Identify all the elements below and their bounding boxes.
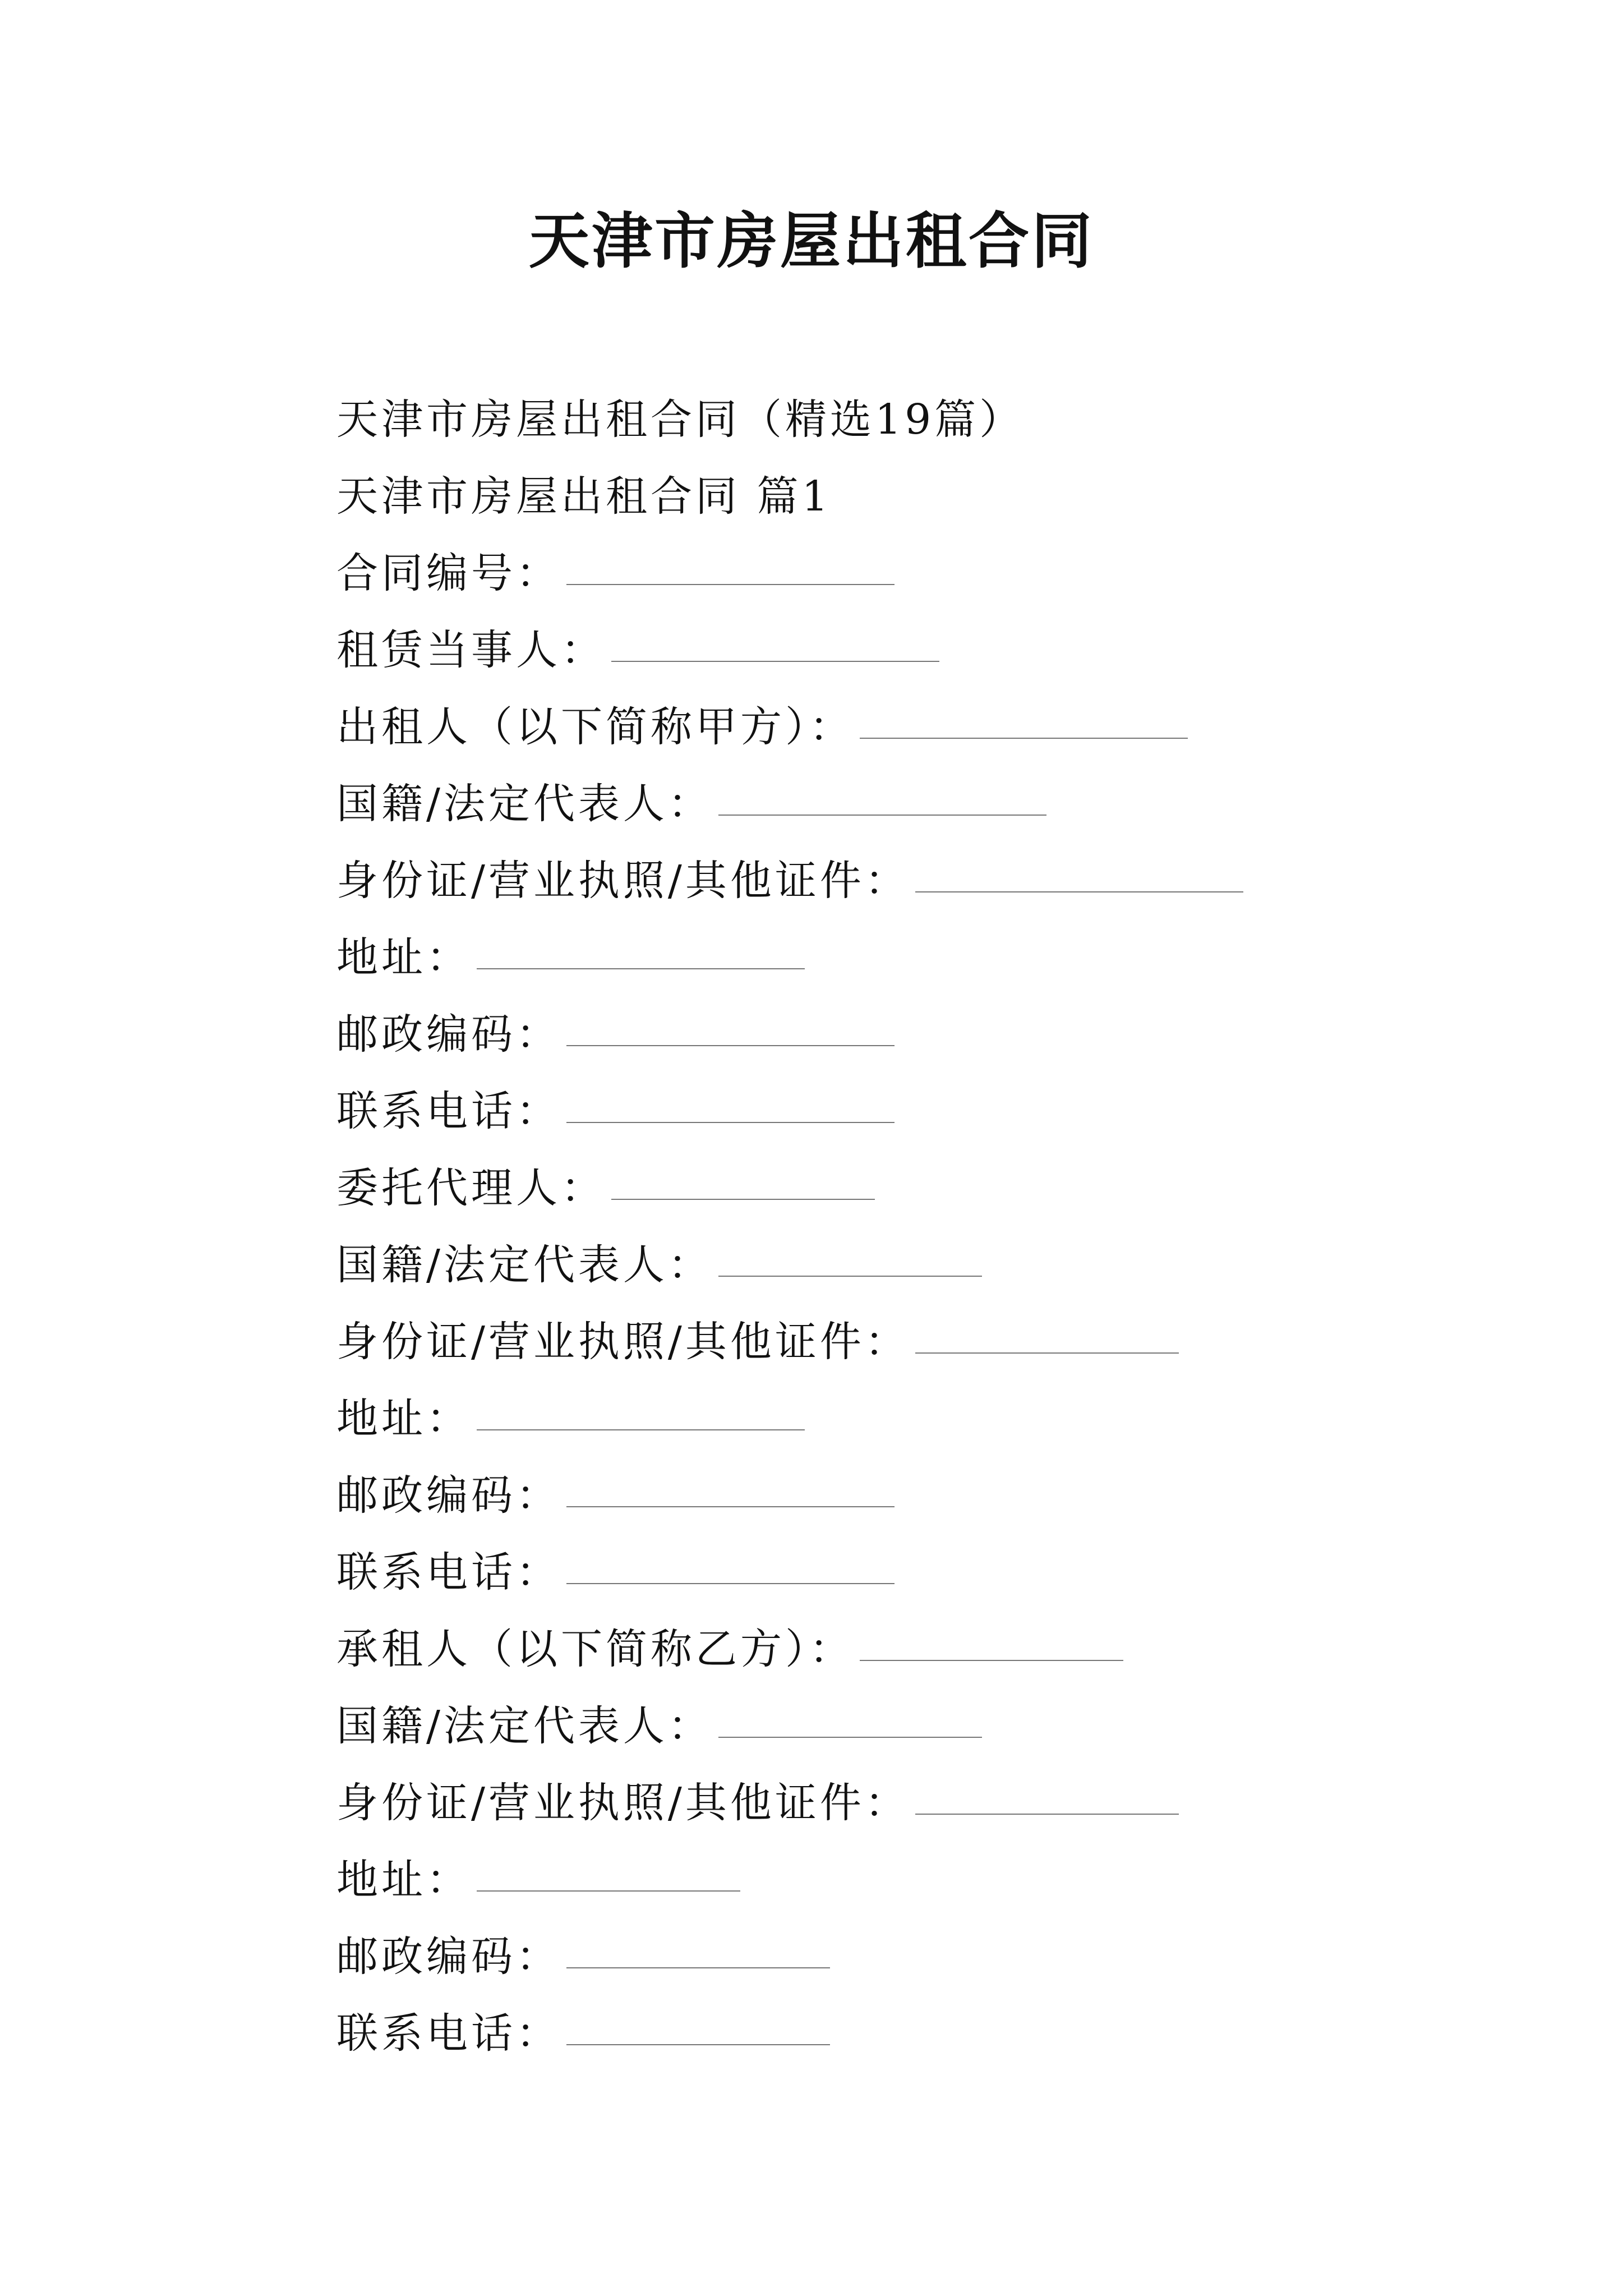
fill-in-blank xyxy=(915,1813,1179,1815)
field-label: 邮政编码： xyxy=(336,1010,561,1059)
fill-in-blank xyxy=(611,1198,875,1200)
fill-in-blank xyxy=(860,737,1188,739)
field-label: 国籍/法定代表人： xyxy=(336,1241,713,1289)
fill-in-blank xyxy=(860,1659,1123,1661)
form-field-row xyxy=(336,1381,1458,1457)
field-label: 承租人（以下简称乙方）： xyxy=(336,1625,854,1673)
field-label: 合同编号： xyxy=(336,549,561,597)
heading-text: 天津市房屋出租合同（精选19篇） xyxy=(336,395,1025,444)
form-field-row xyxy=(336,996,1458,1073)
heading-line xyxy=(336,381,1458,458)
field-label: 委托代理人： xyxy=(336,1164,606,1212)
fill-in-blank xyxy=(477,1429,805,1430)
fill-in-blank xyxy=(566,583,895,585)
field-label: 身份证/营业执照/其他证件： xyxy=(336,857,910,905)
form-field-row xyxy=(336,843,1458,919)
form-field-row xyxy=(336,1842,1458,1918)
heading-text: 天津市房屋出租合同 篇1 xyxy=(336,472,832,521)
field-label: 身份证/营业执照/其他证件： xyxy=(336,1318,910,1366)
form-field-row xyxy=(336,535,1458,612)
form-field-row xyxy=(336,689,1458,766)
field-label: 地址： xyxy=(336,933,471,982)
fill-in-blank xyxy=(477,1890,740,1892)
fill-in-blank xyxy=(566,1045,895,1046)
fill-in-blank xyxy=(566,1967,830,1968)
form-field-row xyxy=(336,1688,1458,1765)
field-label: 出租人（以下简称甲方）： xyxy=(336,703,854,751)
document-title: 天津市房屋出租合同 xyxy=(528,206,1094,277)
form-field-row xyxy=(336,1150,1458,1227)
form-field-row xyxy=(336,1534,1458,1611)
form-field-row xyxy=(336,612,1458,689)
field-label: 联系电话： xyxy=(336,1087,561,1135)
field-label: 租赁当事人： xyxy=(336,626,606,674)
fill-in-blank xyxy=(566,1506,895,1507)
field-label: 邮政编码： xyxy=(336,1471,561,1520)
form-field-row xyxy=(336,1918,1458,1995)
field-label: 地址： xyxy=(336,1856,471,1904)
field-label: 地址： xyxy=(336,1395,471,1443)
heading-line xyxy=(336,458,1458,535)
field-label: 国籍/法定代表人： xyxy=(336,1702,713,1750)
fill-in-blank xyxy=(566,1582,895,1584)
fill-in-blank xyxy=(718,1275,982,1277)
fill-in-blank xyxy=(718,814,1046,816)
field-label: 联系电话： xyxy=(336,2009,561,2058)
fill-in-blank xyxy=(566,1121,895,1123)
form-field-row xyxy=(336,1073,1458,1150)
form-field-row xyxy=(336,1304,1458,1381)
fill-in-blank xyxy=(477,968,805,969)
form-field-row xyxy=(336,1995,1458,2072)
form-body xyxy=(336,381,1458,2072)
fill-in-blank xyxy=(611,660,939,662)
fill-in-blank xyxy=(566,2044,830,2045)
field-label: 邮政编码： xyxy=(336,1932,561,1981)
form-field-row xyxy=(336,919,1458,996)
field-label: 身份证/营业执照/其他证件： xyxy=(336,1779,910,1827)
field-label: 联系电话： xyxy=(336,1548,561,1596)
form-field-row xyxy=(336,766,1458,843)
field-label: 国籍/法定代表人： xyxy=(336,780,713,828)
form-field-row xyxy=(336,1611,1458,1688)
form-field-row xyxy=(336,1227,1458,1304)
form-field-row xyxy=(336,1765,1458,1842)
fill-in-blank xyxy=(915,1352,1179,1354)
fill-in-blank xyxy=(718,1736,982,1738)
form-field-row xyxy=(336,1457,1458,1534)
fill-in-blank xyxy=(915,891,1243,892)
